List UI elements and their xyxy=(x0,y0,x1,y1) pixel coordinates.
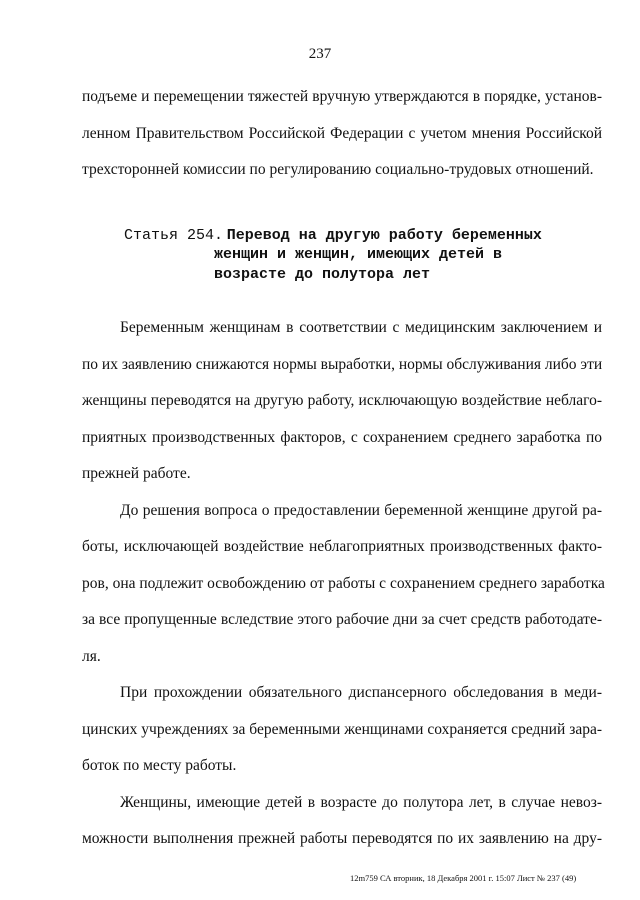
article-heading xyxy=(124,225,544,285)
text-line: трехсторонней комиссии по регулированию социально-трудовых отношений. xyxy=(82,161,594,178)
text-line: можности выполнения прежней работы переводятся по их заявлению на дру- xyxy=(82,830,602,847)
article-title-line: Перевод на другую работу беременных xyxy=(226,227,542,244)
article-title-line: женщин и женщин, имеющих детей в xyxy=(214,246,503,263)
text-line: ля. xyxy=(82,647,101,665)
text-line: При прохождении обязательного диспансерного обследования в меди- xyxy=(120,684,602,701)
text-line: приятных производственных факторов, с сохранением среднего заработка по xyxy=(82,428,602,446)
text-line: женщины переводятся на другую работу, исключающую воздействие неблаго- xyxy=(82,392,602,409)
article-title-line: возрасте до полутора лет xyxy=(214,266,431,283)
text-line: по их заявлению снижаются нормы выработки, нормы обслуживания либо эти xyxy=(82,355,603,373)
text-line: Женщины, имеющие детей в возрасте до полутора лет, в случае невоз- xyxy=(120,793,602,811)
page-number: 237 xyxy=(308,46,332,62)
text-line: боток по месту работы. xyxy=(82,757,237,774)
text-line: за все пропущенные вследствие этого рабочие дни за счет средств работодате- xyxy=(82,611,602,628)
text-line: ленном Правительством Российской Федерации с учетом мнения Российской xyxy=(82,124,602,142)
text-line: До решения вопроса о предоставлении беременной женщине другой ра- xyxy=(120,501,602,519)
page-footer: 12m759 СА вторник, 18 Декабря 2001 г. 15:07 Лист № 237 (49) xyxy=(350,873,577,883)
text-line: подъеме и перемещении тяжестей вручную утверждаются в порядке, установ- xyxy=(82,88,602,105)
text-line: прежней работе. xyxy=(82,465,191,482)
intro-paragraph xyxy=(82,79,602,189)
text-line: цинских учреждениях за беременными женщинами сохраняется средний зара- xyxy=(82,720,602,738)
text-line: Беременным женщинам в соответствии с медицинским заключением и xyxy=(120,319,602,336)
article-number: Статья 254. xyxy=(124,227,224,244)
text-line: боты, исключающей воздействие неблагоприятных производственных факто- xyxy=(82,538,602,555)
article-body xyxy=(82,310,605,858)
text-line: ров, она подлежит освобождению от работы с сохранением среднего заработка xyxy=(82,574,605,592)
